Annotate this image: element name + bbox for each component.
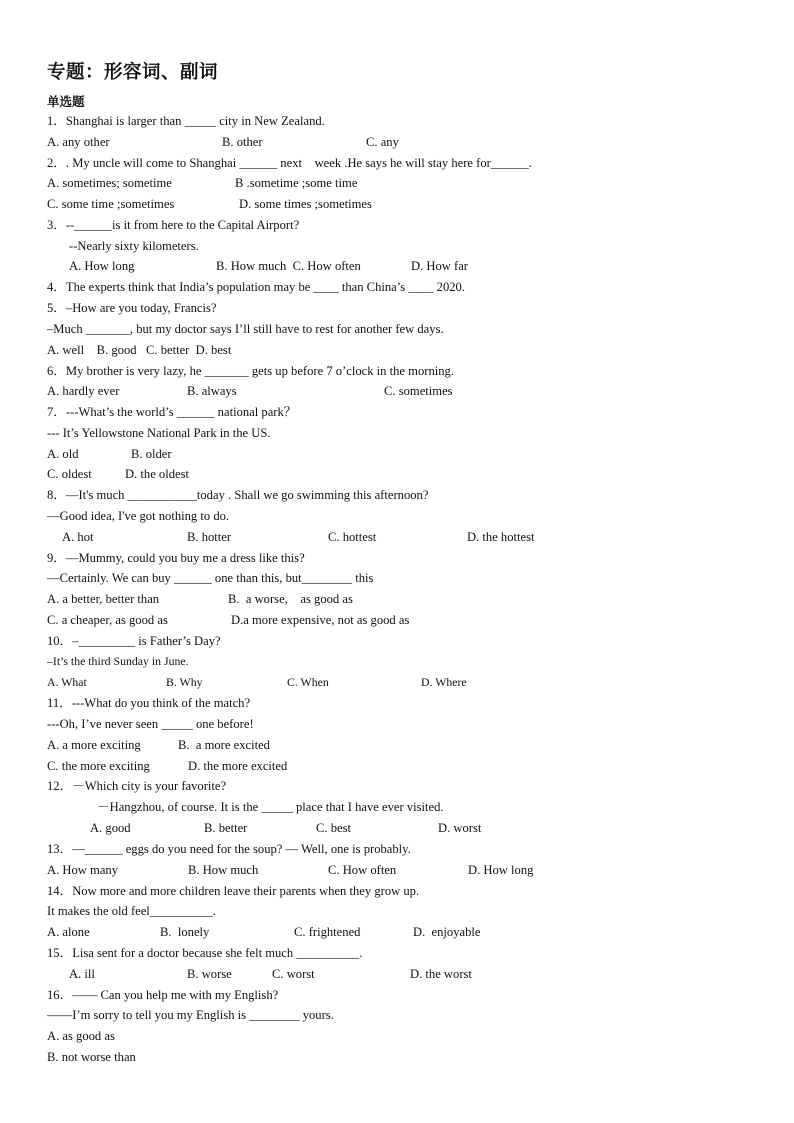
option: B .sometime ;some time [235, 176, 358, 190]
option: D. How long [468, 863, 534, 877]
question-reply: ---Oh, I’ve never seen _____ one before! [47, 717, 254, 731]
option: C. How often [328, 863, 397, 877]
option: C. a cheaper, as good as [47, 613, 168, 627]
question-reply: －Hangzhou, of course. It is the _____ place that I have ever visited. [97, 800, 444, 814]
option: B. always [187, 384, 237, 398]
question-reply: It makes the old feel__________. [47, 904, 216, 918]
option: D. worst [438, 821, 482, 835]
option: B. How much [188, 863, 259, 877]
option: B. other [222, 135, 263, 149]
question-stem: 4．The experts think that India’s population may be ____ than China’s ____ 2020. [47, 280, 465, 294]
option: C. best [316, 821, 351, 835]
question-stem: 5．–How are you today, Francis? [47, 301, 217, 315]
option: A. hardly ever [47, 384, 120, 398]
question-reply: —Certainly. We can buy ______ one than this, but________ this [47, 571, 374, 585]
option: C. oldest [47, 467, 92, 481]
option: C. When [287, 675, 329, 689]
option: B. lonely [160, 925, 210, 939]
option: D. the worst [410, 967, 472, 981]
option: B. worse [187, 967, 232, 981]
question-stem: 9．—Mummy, could you buy me a dress like this? [47, 551, 305, 565]
option: A. How long [69, 259, 135, 273]
option: A. alone [47, 925, 90, 939]
question-stem: 14．Now more and more children leave their parents when they grow up. [47, 884, 420, 898]
question-reply: –It’s the third Sunday in June. [47, 654, 189, 668]
option: B. How much C. How often [216, 259, 361, 273]
question-stem: 2．. My uncle will come to Shanghai ______ next week .He says he will stay here for______. [47, 156, 532, 170]
question-reply: ——I’m sorry to tell you my English is ________ yours. [47, 1008, 334, 1022]
question-stem: 13．—______ eggs do you need for the soup? — Well, one is probably. [47, 842, 411, 856]
option: A. good [90, 821, 131, 835]
question-reply: --- It’s Yellowstone National Park in the US. [47, 426, 271, 440]
option: A. How many [47, 863, 119, 877]
option: A. any other [47, 135, 110, 149]
option: C. any [366, 135, 399, 149]
option: A. old [47, 447, 79, 461]
option: C. sometimes [384, 384, 453, 398]
option: A. as good as [47, 1029, 115, 1043]
option: A. well B. good C. better D. best [47, 343, 232, 357]
question-stem: 11．---What do you think of the match? [47, 696, 251, 710]
section-heading: 单选题 [47, 94, 85, 109]
option: C. worst [272, 967, 315, 981]
document-title: 专题：形容词、副词 [47, 62, 219, 83]
question-stem: 8．—It's much ___________today . Shall we go swimming this afternoon? [47, 488, 429, 502]
question-stem: 3．--______is it from here to the Capital Airport? [47, 218, 300, 232]
option: A. hot [62, 530, 94, 544]
question-stem: 15．Lisa sent for a doctor because she felt much __________. [47, 946, 363, 960]
option: D. the more excited [188, 759, 288, 773]
option: C. hottest [328, 530, 377, 544]
question-stem: 10．–_________ is Father’s Day? [47, 634, 221, 648]
option: D. the hottest [467, 530, 535, 544]
question-reply: –Much _______, but my doctor says I’ll still have to rest for another few days. [47, 322, 444, 336]
question-stem: 1．Shanghai is larger than _____ city in New Zealand. [47, 114, 325, 128]
option: D. Where [421, 675, 467, 689]
option: D.a more expensive, not as good as [231, 613, 410, 627]
option: D. some times ;sometimes [239, 197, 372, 211]
option: A. a better, better than [47, 592, 160, 606]
question-stem: 7．---What’s the world’s ______ national park？ [47, 405, 297, 419]
question-stem: 12．－Which city is your favorite? [47, 779, 227, 793]
option: D. the oldest [125, 467, 190, 481]
question-reply: —Good idea, I've got nothing to do. [47, 509, 230, 523]
option: B. better [204, 821, 248, 835]
option: C. the more exciting [47, 759, 150, 773]
option: A. a more exciting [47, 738, 141, 752]
option: B. a worse, as good as [228, 592, 353, 606]
option: B. older [131, 447, 172, 461]
option: B. hotter [187, 530, 232, 544]
option: C. some time ;sometimes [47, 197, 175, 211]
option: A. ill [69, 967, 95, 981]
option: B. Why [166, 675, 203, 689]
option: A. What [47, 675, 87, 689]
question-reply: --Nearly sixty kilometers. [69, 239, 199, 253]
option: C. frightened [294, 925, 361, 939]
question-stem: 16．—— Can you help me with my English? [47, 988, 279, 1002]
option: D. enjoyable [413, 925, 481, 939]
question-stem: 6．My brother is very lazy, he _______ gets up before 7 o’clock in the morning. [47, 364, 454, 378]
option: B. not worse than [47, 1050, 136, 1064]
option: A. sometimes; sometime [47, 176, 172, 190]
option: D. How far [411, 259, 469, 273]
option: B. a more excited [178, 738, 270, 752]
